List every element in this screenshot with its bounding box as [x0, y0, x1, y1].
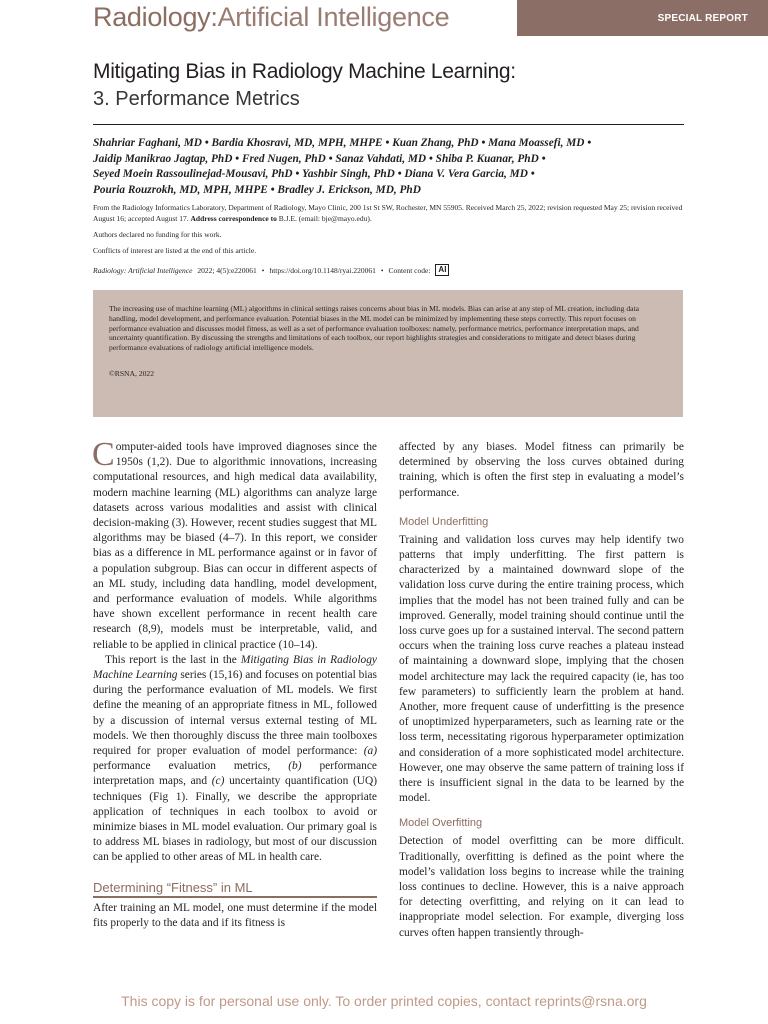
affiliation-text: From the Radiology Informatics Laboratory, Department of Radiology, Mayo Clinic, 200 1st St SW, Rochester, MN 55905. Received March 25, 2022; revision requested May 25; revision received August 16; accepted August 17.	[93, 203, 683, 223]
paragraph: affected by any biases. Model fitness can primarily be determined by observing the loss curves obtained during training, which is often the first step in evaluating a model’s performance.	[399, 441, 684, 499]
bullet: •	[261, 265, 265, 275]
drop-cap: C	[92, 436, 115, 473]
title-divider	[93, 124, 684, 125]
paragraph: Detection of model overfitting can be more difficult. Traditionally, overfitting is defined as the point where the model’s validation loss begins to increase while the training loss continues to decline. However, this is a naive approach for detecting overfitting, and relying on it can lead to inappropriate model selection. For example, diverging loss curves often happen transiently through-	[399, 835, 684, 939]
doi-link[interactable]: https://doi.org/10.1148/ryai.220061	[269, 265, 376, 275]
paragraph-text: uncertainty quantification (UQ) techniques (Fig 1). Finally, we describe the appropriate application of techniques in each toolbox to avoid or minimize biases in ML model evaluation. Our primary goal is to address ML biases in radiology, but most of our discussion can be applied to other areas of ML in health care.	[93, 775, 377, 864]
article-subtitle: 3. Performance Metrics	[93, 88, 300, 110]
paragraph-text: performance interpretation maps, and	[93, 760, 377, 788]
conflicts-note: Conflicts of interest are listed at the end of this article.	[93, 246, 257, 255]
copyright: ©RSNA, 2022	[109, 368, 155, 378]
list-marker: (b)	[288, 760, 302, 773]
citation-ref: 2022; 4(5):e220061	[197, 265, 257, 275]
paragraph: Training and validation loss curves may help identify two patterns that imply underfitting. The first pattern is characterized by a maintained downward slope of the validation loss curve during the entire training process, which implies that the model has not been trained fully and can be improved. Generally, model training should continue until the loss curve goes up for a sustained interval. The second pattern occurs when the training loss curve reaches a plateau instead of maintaining a downward slope, implying that the chosen model architecture may lack the required capacity (ie, has too few parameters) to sufficiently learn the problem at hand. Another, more frequent cause of underfitting is the presence of unoptimized hyperparameters, such as learning rate or the loss term, necessitating rigorous hyperparameter optimization and consideration of a more sophisticated model architecture. However, one may observe the same pattern of training loss if there is insufficient signal in the data to be learned by the model.	[399, 533, 684, 805]
journal-name-light: Artificial Intelligence	[217, 2, 450, 32]
content-code-label: Content code:	[388, 265, 431, 275]
journal-name-bold: Radiology:	[93, 2, 218, 32]
journal-title	[93, 2, 449, 33]
funding-note: Authors declared no funding for this work.	[93, 230, 222, 239]
correspondence-label: Address correspondence to	[190, 213, 277, 223]
subsection-heading: Model Underfitting	[399, 515, 489, 528]
report-type-label: SPECIAL REPORT	[657, 12, 748, 24]
section-heading: Determining “Fitness” in ML	[93, 880, 377, 898]
correspondence-text: B.J.E. (email: bje@mayo.edu).	[278, 213, 372, 223]
paragraph-text: omputer-aided tools have improved diagnoses since the 1950s (1,2). Due to algorithmic innovations, increasing computational resources, and high medical data availability, modern machine learning (ML) algorithms can analyze large datasets across various modalities and assist with clinical decision-making (3). However, recent studies suggest that ML algorithms may be biased (4–7). In this report, we consider bias as a difference in ML performance against or in favor of a population subgroup. Bias can occur in different aspects of an ML study, including data handling, model development, and performance evaluation of models. While algorithms have shown excellent performance in recent health care research (8,9), models must be interpretable, valid, and reliable to be applied in clinical practice (10–14).	[93, 441, 377, 651]
list-marker: (c)	[211, 775, 225, 788]
list-marker: (a)	[363, 745, 377, 758]
content-code-badge: AI	[435, 264, 449, 276]
article-title: Mitigating Bias in Radiology Machine Learning:	[93, 60, 516, 83]
author-line: Seyed Moein Rassoulinejad-Mousavi, PhD • Yashbir Singh, PhD • Diana V. Vera Garcia, MD •	[93, 168, 535, 180]
affiliation	[93, 203, 693, 224]
bullet: •	[380, 265, 384, 275]
author-line: Shahriar Faghani, MD • Bardia Khosravi, MD, MPH, MHPE • Kuan Zhang, PhD • Mana Moassefi, MD •	[93, 137, 592, 149]
paragraph-text: performance evaluation metrics,	[93, 760, 289, 773]
report-type-badge	[517, 0, 768, 36]
paragraph-text: series (15,16) and focuses on potential bias during the performance evaluation of ML models. We first define the meaning of an appropriate fitness in ML, followed by a discussion of internal versus external testing of ML models. We then thoroughly discuss the three main toolboxes required for proper evaluation of model performance:	[93, 669, 377, 758]
abstract-text: The increasing use of machine learning (ML) algorithms in clinical settings raises concerns about bias in ML models. Bias can arise at any step of ML creation, including data handling, model development, and performance evaluation. Potential biases in the ML model can be minimized by implementing these steps correctly. This report focuses on performance evaluation and discusses model fitness, as well as a set of performance evaluation toolboxes: namely, performance metrics, performance interpretation maps, and uncertainty quantification. By discussing the strengths and limitations of each toolbox, our report highlights strategies and considerations to mitigate and detect biases during performance evaluations of radiology artificial intelligence models.	[109, 304, 640, 353]
series-name: Mitigating Bias in Radiology Machine Learning	[93, 653, 377, 682]
citation-journal: Radiology: Artificial Intelligence	[93, 265, 193, 275]
author-line: Pouria Rouzrokh, MD, MPH, MHPE • Bradley J. Erickson, MD, PhD	[93, 183, 421, 196]
author-list	[93, 136, 693, 198]
citation-line	[93, 264, 449, 276]
paragraph: After training an ML model, one must determine if the model fits properly to the data and if its fitness is	[93, 901, 377, 929]
paragraph-text: This report is the last in the	[105, 653, 241, 666]
paragraph	[92, 436, 377, 653]
body-column-left	[92, 436, 377, 931]
body-column-right	[399, 440, 684, 941]
subsection-heading: Model Overfitting	[399, 817, 483, 830]
author-line: Jaidip Manikrao Jagtap, PhD • Fred Nugen, PhD • Sanaz Vahdati, MD • Shiba P. Kuanar, PhD •	[93, 152, 546, 165]
footer-note: This copy is for personal use only. To order printed copies, contact reprints@rsna.org	[121, 993, 647, 1009]
paragraph	[93, 653, 377, 866]
abstract-box	[93, 290, 683, 417]
